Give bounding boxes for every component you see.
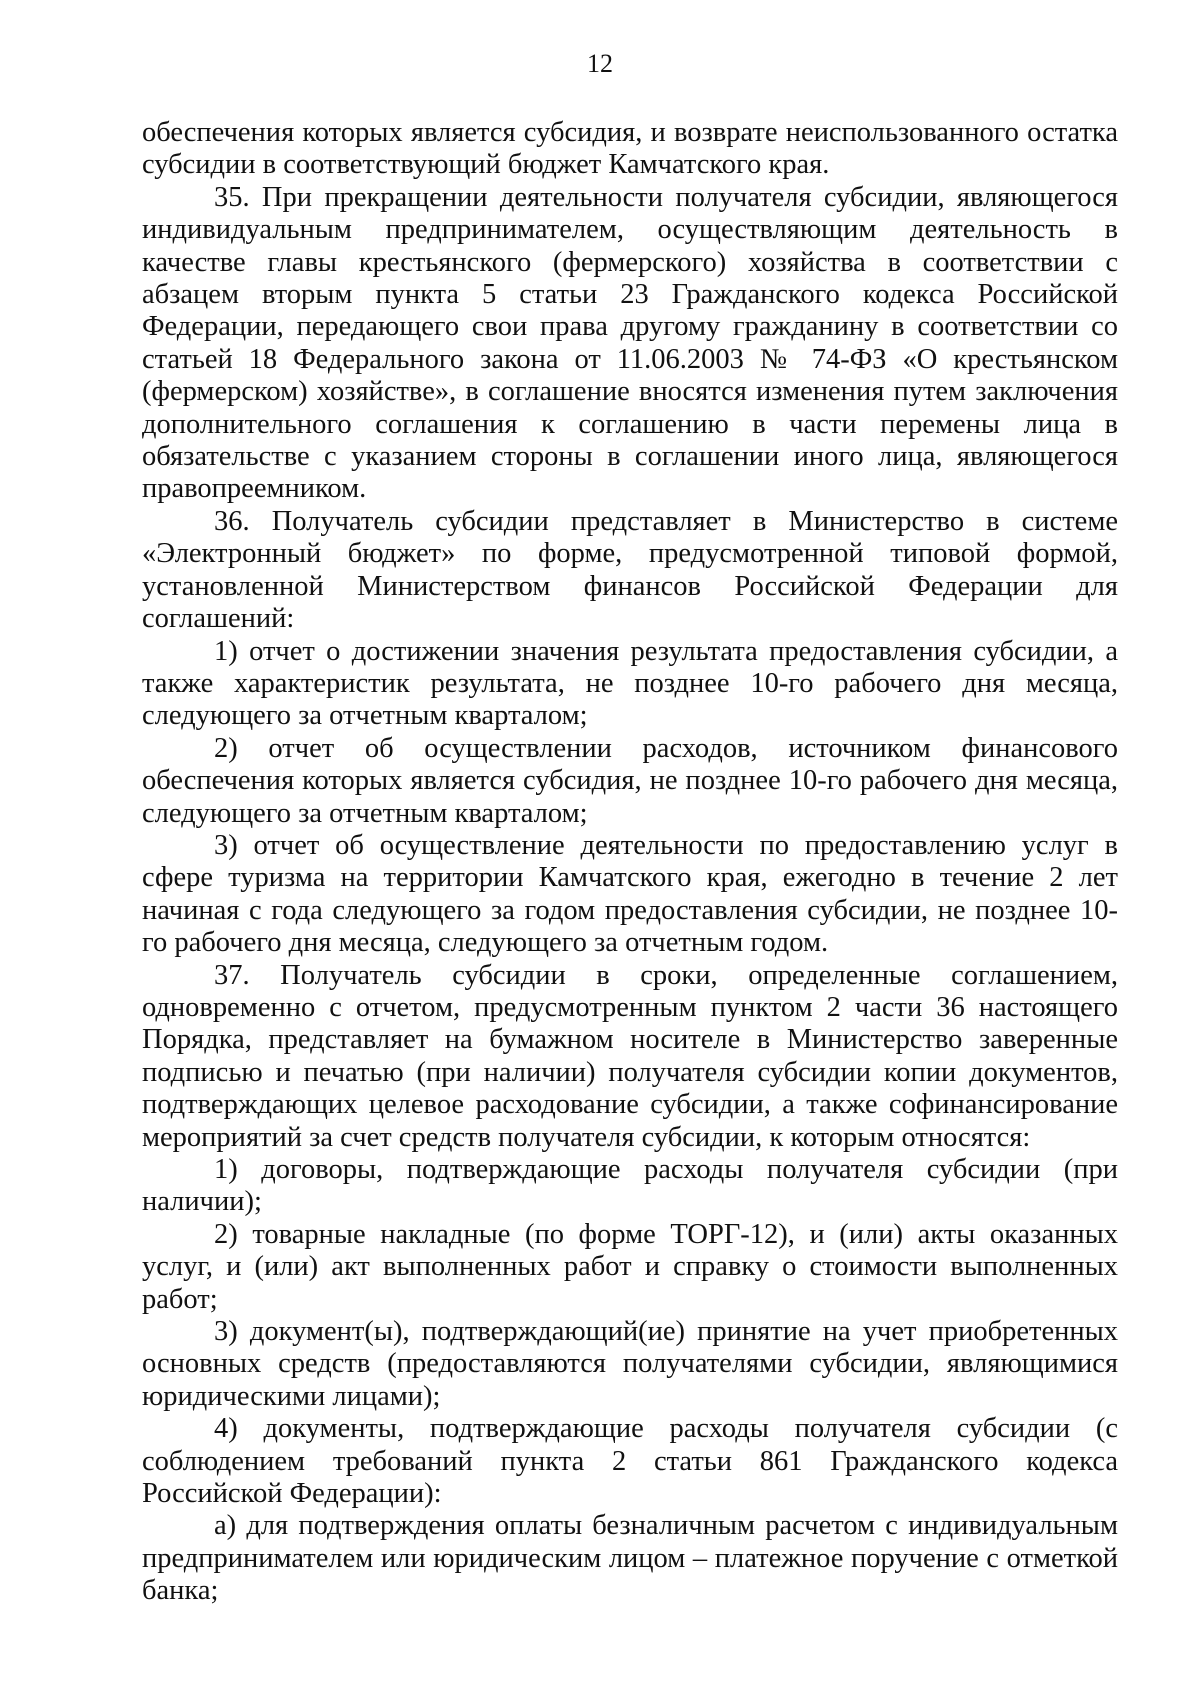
- paragraph-37-item-4a: а) для подтверждения оплаты безналичным расчетом с индивидуальным предпринимателем или юридическим лицом – платежное поручение с отметкой банка;: [142, 1510, 1118, 1607]
- paragraph-36-item-3: 3) отчет об осуществление деятельности по предоставлению услуг в сфере туризма на территории Камчатского края, ежегодно в течение 2 лет начиная с года следующего за годом предоставления субсидии, не позднее 10-го рабочего дня месяца, следующего за отчетным годом.: [142, 829, 1118, 959]
- paragraph-37-item-1: 1) договоры, подтверждающие расходы получателя субсидии (при наличии);: [142, 1154, 1118, 1218]
- document-body: [142, 117, 1118, 1608]
- paragraph-36: 36. Получатель субсидии представляет в Министерство в системе «Электронный бюджет» по форме, предусмотренной типовой формой, установленной Министерством финансов Российской Федерации для соглашений:: [142, 505, 1118, 635]
- paragraph-36-item-1: 1) отчет о достижении значения результата предоставления субсидии, а также характеристик результата, не позднее 10-го рабочего дня месяца, следующего за отчетным кварталом;: [142, 635, 1118, 732]
- paragraph-35: 35. При прекращении деятельности получателя субсидии, являющегося индивидуальным предпринимателем, осуществляющим деятельность в качестве главы крестьянского (фермерского) хозяйства в соответствии с абзацем вторым пункта 5 статьи 23 Гражданского кодекса Российской Федерации, передающего свои права другому гражданину в соответствии со статьей 18 Федерального закона от 11.06.2003 № 74-ФЗ «О крестьянском (фермерском) хозяйстве», в соглашение вносятся изменения путем заключения дополнительного соглашения к соглашению в части перемены лица в обязательстве с указанием стороны в соглашении иного лица, являющегося правопреемником.: [142, 181, 1118, 505]
- paragraph-37-item-3: 3) документ(ы), подтверждающий(ие) принятие на учет приобретенных основных средств (предоставляются получателями субсидии, являющимися юридическими лицами);: [142, 1316, 1118, 1412]
- page-number: 12: [587, 49, 613, 78]
- paragraph-continuation: обеспечения которых является субсидия, и возврате неиспользованного остатка субсидии в соответствующий бюджет Камчатского края.: [142, 117, 1118, 181]
- paragraph-37-item-2: 2) товарные накладные (по форме ТОРГ-12), и (или) акты оказанных услуг, и (или) акт выполненных работ и справку о стоимости выполненных работ;: [142, 1218, 1118, 1315]
- paragraph-36-item-2: 2) отчет об осуществлении расходов, источником финансового обеспечения которых является субсидия, не позднее 10-го рабочего дня месяца, следующего за отчетным кварталом;: [142, 732, 1118, 829]
- paragraph-37-item-4: 4) документы, подтверждающие расходы получателя субсидии (с соблюдением требований пункта 2 статьи 861 Гражданского кодекса Российской Федерации):: [142, 1413, 1118, 1510]
- paragraph-37: 37. Получатель субсидии в сроки, определенные соглашением, одновременно с отчетом, предусмотренным пунктом 2 части 36 настоящего Порядка, представляет на бумажном носителе в Министерство заверенные подписью и печатью (при наличии) получателя субсидии копии документов, подтверждающих целевое расходование субсидии, а также софинансирование мероприятий за счет средств получателя субсидии, к которым относятся:: [142, 959, 1118, 1153]
